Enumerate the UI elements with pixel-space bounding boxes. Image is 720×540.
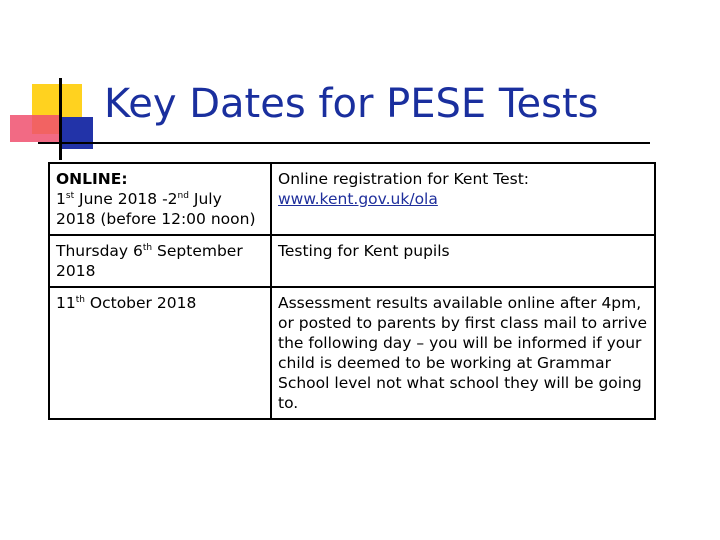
- date-cell: [49, 235, 271, 287]
- key-dates-table: [48, 162, 656, 420]
- description-cell: [271, 163, 655, 235]
- registration-link[interactable]: www.kent.gov.uk/ola: [278, 190, 438, 208]
- date-text: Thursday 6th September 2018: [56, 242, 243, 280]
- description-cell: [271, 287, 655, 419]
- description-text: Online registration for Kent Test:: [278, 170, 530, 188]
- description-text: Assessment results available online after 4pm, or posted to parents by first class mail to arrive the following day – you will be informed if your child is deemed to be working at Grammar School level not what school they will be going to.: [278, 294, 648, 412]
- decor-red-bar: [10, 115, 60, 142]
- date-text: 1st June 2018 -2nd July 2018 (before 12:00 noon): [56, 190, 256, 228]
- date-cell: [49, 163, 271, 235]
- table-row: [49, 287, 655, 419]
- slide-title: Key Dates for PESE Tests: [104, 81, 599, 127]
- decor-vertical-line: [59, 78, 62, 160]
- description-cell: [271, 235, 655, 287]
- description-text: Testing for Kent pupils: [278, 242, 450, 260]
- decor-horizontal-line: [38, 142, 650, 144]
- date-text: 11th October 2018: [56, 294, 197, 312]
- date-cell: [49, 287, 271, 419]
- online-heading: ONLINE:: [56, 170, 128, 188]
- table-row: [49, 235, 655, 287]
- decor-blue-square: [61, 117, 93, 149]
- table-row: [49, 163, 655, 235]
